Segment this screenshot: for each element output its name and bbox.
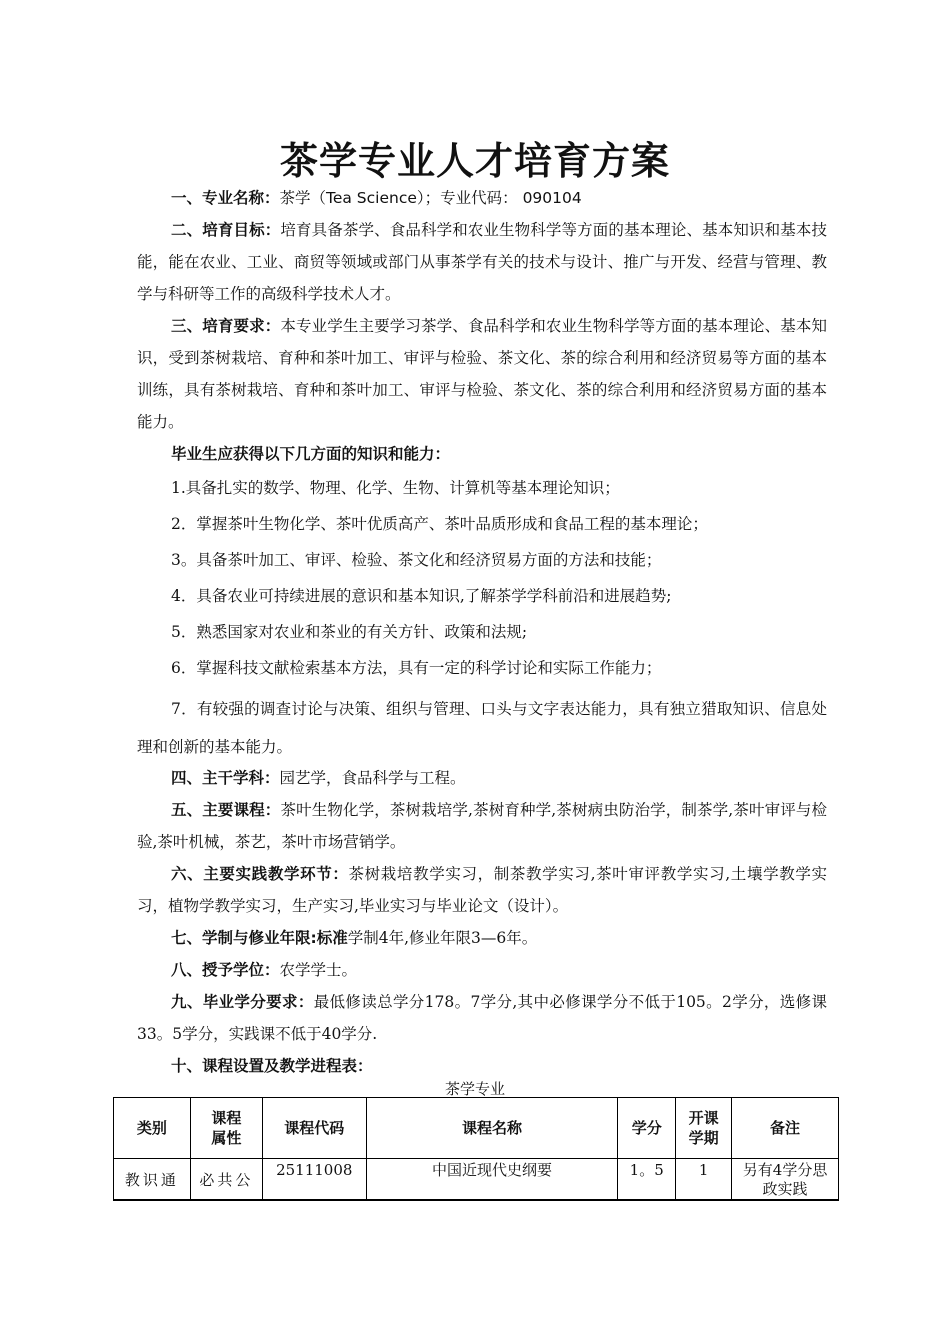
section-label: 六、主要实践教学环节：	[171, 865, 349, 883]
cell-course-code: 25111008	[262, 1159, 366, 1201]
section-text: 最低修读总学分178。7学分,其中必修课学分不低于105。2学分，选修课33。5学分，实践课不低于40学分.	[137, 993, 827, 1043]
section-7-study-length	[137, 922, 827, 954]
section-text: 学制4年,修业年限3—6年。	[347, 929, 538, 947]
requirement-item: 7．有较强的调查讨论与决策、组织与管理、口头与文字表达能力，具有独立猎取知识、信息处理和创新的基本能力。	[137, 700, 827, 756]
col-header-category: 类别	[114, 1098, 191, 1159]
table-row	[114, 1159, 839, 1201]
cell-semester: 1	[676, 1159, 732, 1201]
table-caption: 茶学专业	[444, 1080, 505, 1098]
section-2-training-goal	[137, 214, 827, 310]
cell-category: 教识通	[114, 1159, 191, 1201]
requirement-item: 3。具备茶叶加工、审评、检验、茶文化和经济贸易方面的方法和技能；	[171, 551, 662, 569]
requirement-item: 5．熟悉国家对农业和茶业的有关方针、政策和法规;	[171, 623, 528, 641]
col-header-remarks: 备注	[732, 1098, 839, 1159]
col-header-semester: 开课学期	[676, 1098, 732, 1159]
section-text: 茶叶生物化学，茶树栽培学,茶树育种学,茶树病虫防治学，制茶学,茶叶审评与检验,茶叶机械，茶艺，茶叶市场营销学。	[137, 801, 827, 851]
section-label: 七、学制与修业年限:标准	[171, 929, 348, 947]
section-5-main-courses	[137, 794, 827, 858]
section-text: 茶学（Tea Science）；专业代码： 090104	[279, 189, 582, 207]
section-1-major-name	[137, 182, 827, 214]
curriculum-table	[113, 1097, 839, 1201]
section-label: 四、主干学科：	[171, 769, 280, 787]
col-header-credits: 学分	[618, 1098, 676, 1159]
section-label: 十、课程设置及教学进程表：	[171, 1057, 373, 1075]
section-label: 三、培育要求：	[171, 317, 281, 335]
requirement-item: 2．掌握茶叶生物化学、茶叶优质高产、茶叶品质形成和食品工程的基本理论；	[171, 515, 708, 533]
section-text: 培育具备茶学、食品科学和农业生物科学等方面的基本理论、基本知识和基本技能，能在农业、工业、商贸等领域或部门从事茶学有关的技术与设计、推广与开发、经营与管理、教学与科研等工作的高级科学技术人才。	[137, 221, 827, 303]
document-title: 茶学专业人才培育方案	[279, 138, 670, 183]
section-9-credits	[137, 986, 827, 1050]
cell-remarks: 另有4学分思政实践	[732, 1159, 839, 1201]
cell-credits: 1。5	[618, 1159, 676, 1201]
cell-course-attribute: 必共公	[190, 1159, 262, 1201]
table-header-row	[114, 1098, 839, 1159]
section-label: 一、专业名称：	[171, 189, 280, 207]
section-label: 八、授予学位：	[171, 961, 280, 979]
section-3-training-requirements	[137, 310, 827, 438]
section-text: 本专业学生主要学习茶学、食品科学和农业生物科学等方面的基本理论、基本知识，受到茶树栽培、育种和茶叶加工、审评与检验、茶文化、茶的综合利用和经济贸易等方面的基本训练，具有茶树栽培、育种和茶叶加工、审评与检验、茶文化、茶的综合利用和经济贸易方面的基本能力。	[137, 317, 827, 431]
section-text: 茶树栽培教学实习，制茶教学实习,茶叶审评教学实习,土壤学教学实习，植物学教学实习，生产实习,毕业实习与毕业论文（设计）。	[137, 865, 827, 915]
section-8-degree	[137, 954, 827, 986]
col-header-course-code: 课程代码	[262, 1098, 366, 1159]
section-label: 五、主要课程：	[171, 801, 281, 819]
section-4-main-disciplines	[137, 762, 827, 794]
section-label: 二、培育目标：	[171, 221, 281, 239]
section-label: 九、毕业学分要求：	[171, 993, 314, 1011]
col-header-course-name: 课程名称	[366, 1098, 618, 1159]
requirements-heading: 毕业生应获得以下几方面的知识和能力：	[171, 445, 451, 463]
section-text: 园艺学，食品科学与工程。	[279, 769, 466, 787]
requirement-item: 6．掌握科技文献检索基本方法，具有一定的科学讨论和实际工作能力；	[171, 659, 662, 677]
requirement-item: 4．具备农业可持续进展的意识和基本知识,了解茶学学科前沿和进展趋势;	[171, 587, 672, 605]
section-6-practice	[137, 858, 827, 922]
cell-course-name: 中国近现代史纲要	[366, 1159, 618, 1201]
section-text: 农学学士。	[279, 961, 358, 979]
col-header-course-attribute: 课程属性	[190, 1098, 262, 1159]
requirement-item: 1.具备扎实的数学、物理、化学、生物、计算机等基本理论知识；	[171, 479, 620, 497]
